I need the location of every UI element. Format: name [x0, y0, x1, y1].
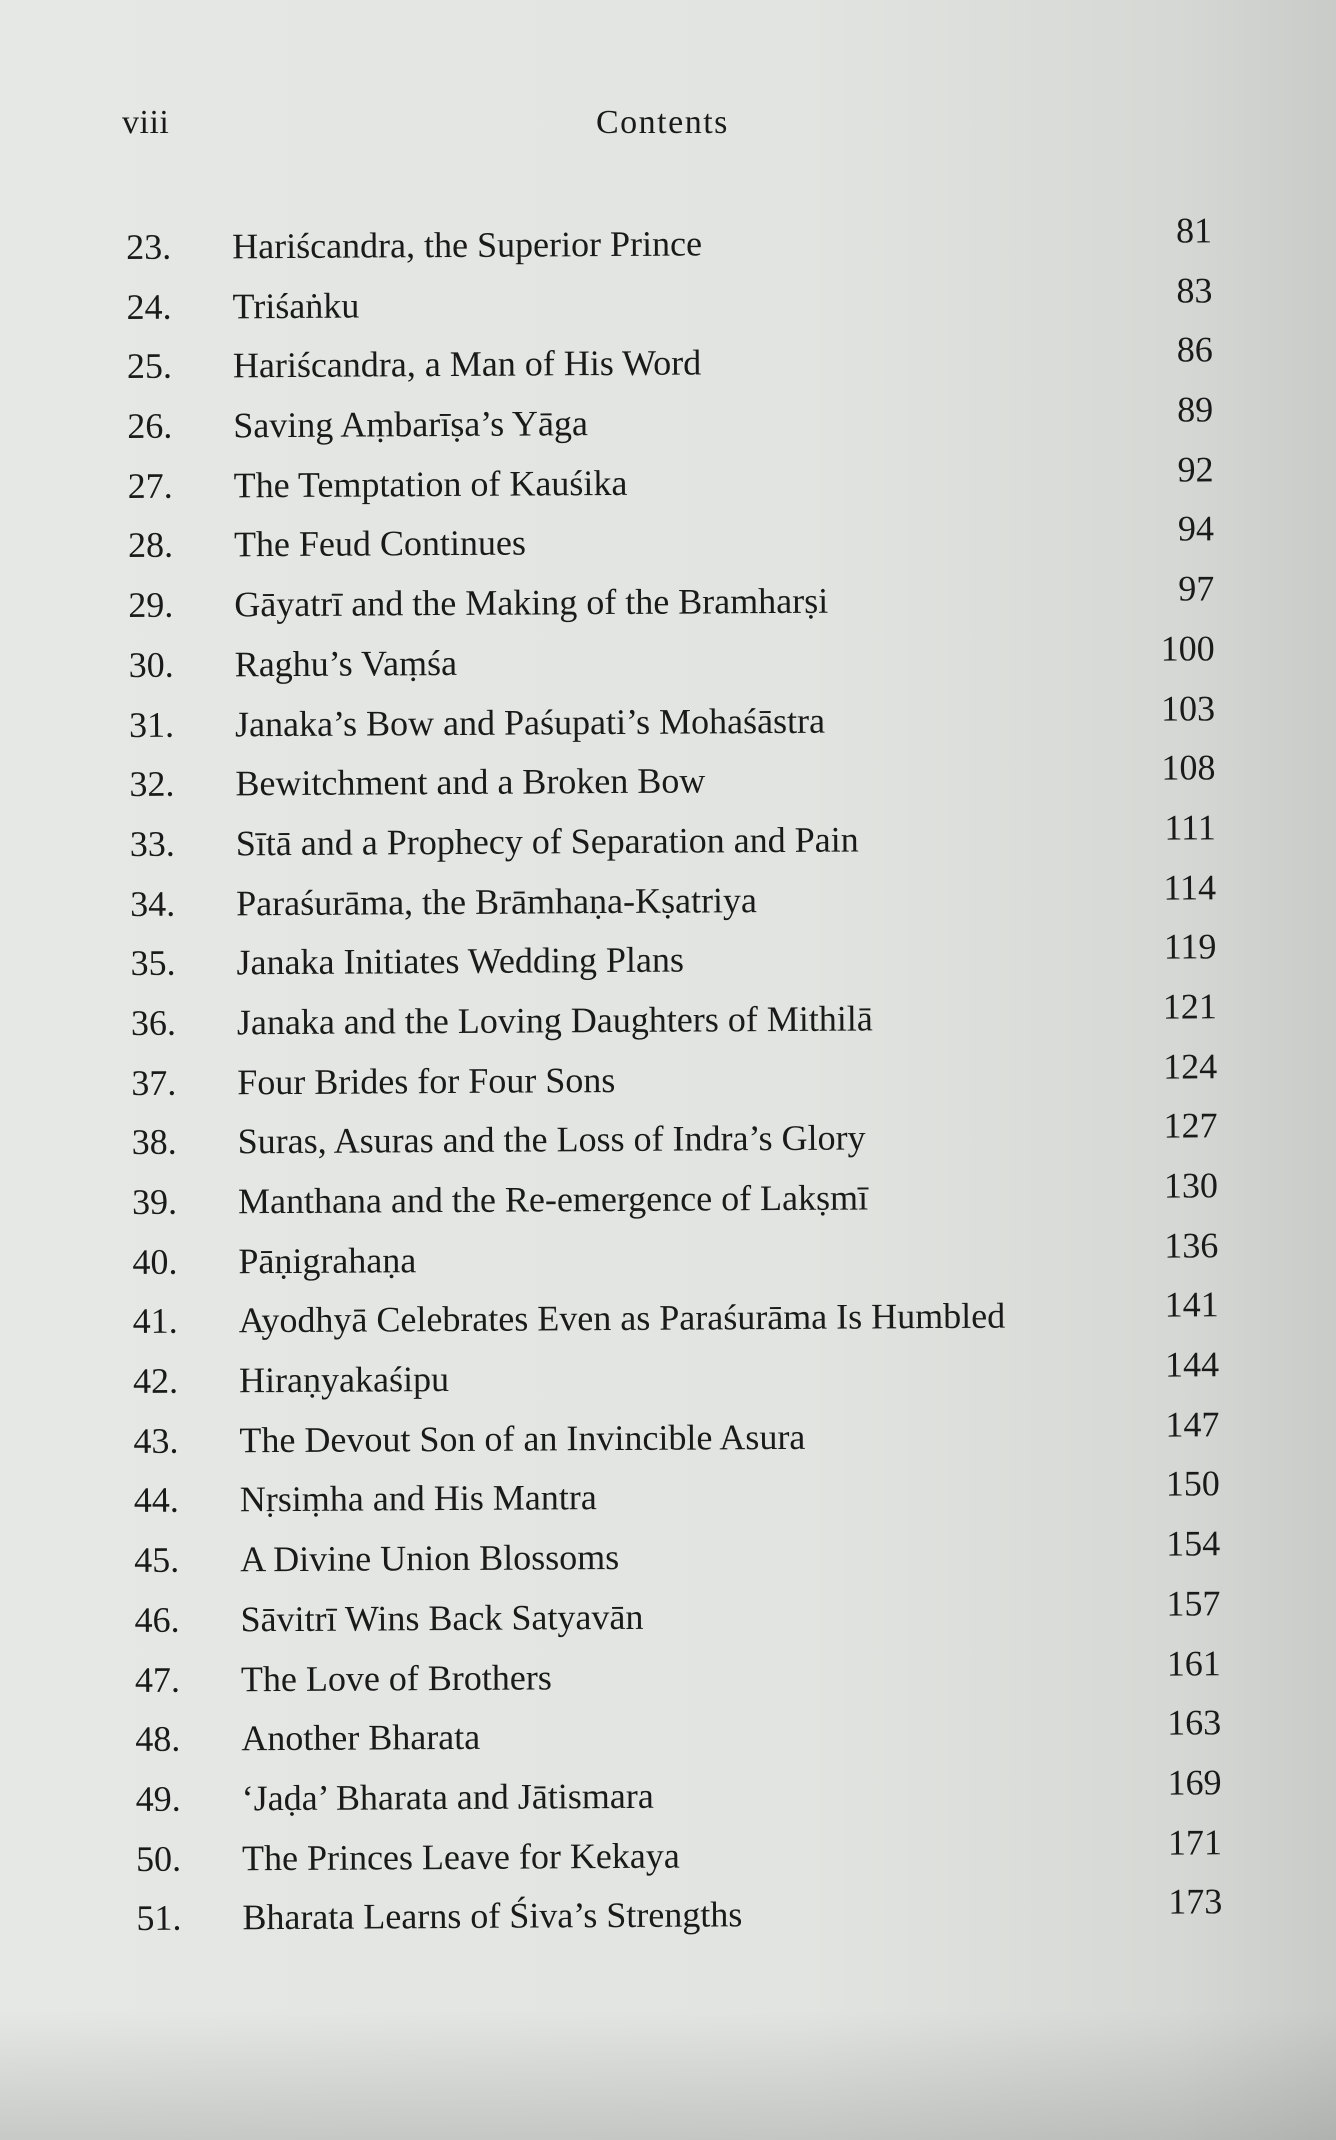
toc-entry: [124, 569, 1234, 635]
chapter-number: 34.: [130, 883, 176, 924]
chapter-page-number: 108: [1161, 747, 1216, 788]
chapter-number: 29.: [128, 584, 174, 626]
chapter-title: ‘Jaḍa’ Bharata and Jātismara: [241, 1775, 654, 1819]
chapter-title: The Love of Brothers: [240, 1656, 552, 1699]
toc-entry: [125, 689, 1235, 755]
toc-entry: [129, 1345, 1239, 1411]
chapter-title: Ayodhyā Celebrates Even as Paraśurāma Is Humbled: [238, 1296, 1006, 1341]
chapter-title: Janaka’s Bow and Paśupati’s Mohaśāstra: [234, 700, 826, 744]
chapter-page-number: 130: [1163, 1165, 1219, 1206]
chapter-number: 49.: [135, 1778, 181, 1819]
chapter-page-number: 169: [1167, 1762, 1222, 1803]
toc-entry: [126, 927, 1236, 993]
chapter-page-number: 86: [1176, 329, 1213, 370]
toc-entry: [130, 1584, 1240, 1650]
chapter-title: Bharata Learns of Śiva’s Strengths: [242, 1894, 743, 1938]
toc-entry: [131, 1763, 1241, 1829]
toc-entry: [123, 390, 1233, 456]
chapter-number: 48.: [135, 1718, 181, 1760]
chapter-page-number: 150: [1165, 1463, 1220, 1505]
chapter-page-number: 94: [1177, 508, 1215, 549]
chapter-title: Raghu’s Vaṃśa: [234, 642, 458, 685]
toc-entry: [127, 1107, 1237, 1173]
chapter-number: 44.: [133, 1480, 179, 1521]
running-head: Contents: [596, 104, 729, 141]
chapter-title: Janaka and the Loving Daughters of Mithilā: [236, 998, 873, 1043]
chapter-number: 38.: [131, 1121, 177, 1163]
chapter-title: Gāyatrī and the Making of the Bramharṣi: [234, 580, 829, 625]
chapter-page-number: 97: [1178, 568, 1215, 609]
chapter-number: 41.: [132, 1301, 178, 1342]
chapter-title: Pāṇigrahaṇa: [238, 1239, 417, 1281]
chapter-page-number: 157: [1166, 1583, 1221, 1624]
chapter-page-number: 103: [1160, 687, 1216, 729]
chapter-title: Paraśurāma, the Brāmhaṇa-Kṣatriya: [236, 879, 758, 923]
chapter-title: The Princes Leave for Kekaya: [241, 1835, 680, 1878]
toc-entry: [123, 450, 1233, 516]
toc-entry: [126, 808, 1236, 874]
chapter-number: 36.: [130, 1002, 177, 1043]
chapter-page-number: 127: [1163, 1105, 1218, 1146]
chapter-page-number: 124: [1163, 1045, 1218, 1087]
toc-entry: [124, 510, 1234, 576]
chapter-number: 31.: [128, 704, 175, 745]
toc-entry: [130, 1524, 1240, 1590]
chapter-page-number: 147: [1165, 1404, 1220, 1445]
chapter-page-number: 92: [1177, 449, 1214, 490]
chapter-title: A Divine Union Blossoms: [240, 1537, 620, 1580]
chapter-number: 28.: [127, 525, 174, 566]
toc-entry: [122, 211, 1232, 277]
toc-entry: [132, 1882, 1242, 1948]
chapter-title: The Feud Continues: [233, 522, 527, 565]
chapter-title: Bewitchment and a Broken Bow: [235, 760, 706, 804]
chapter-number: 30.: [128, 644, 174, 685]
toc-entry: [123, 331, 1233, 397]
chapter-title: Triśaṅku: [232, 285, 360, 327]
chapter-page-number: 121: [1162, 986, 1217, 1027]
chapter-page-number: 83: [1176, 270, 1213, 311]
toc-entry: [131, 1644, 1241, 1710]
chapter-title: Hariścandra, a Man of His Word: [232, 342, 702, 386]
chapter-title: Manthana and the Re-emergence of Lakṣmī: [237, 1177, 869, 1222]
toc-entry: [132, 1823, 1242, 1889]
chapter-page-number: 163: [1167, 1702, 1222, 1743]
toc-entry: [125, 748, 1235, 814]
chapter-page-number: 136: [1164, 1225, 1219, 1266]
chapter-title: Sītā and a Prophecy of Separation and Pain: [235, 819, 859, 864]
chapter-title: Another Bharata: [241, 1717, 481, 1759]
toc-entry: [125, 629, 1235, 695]
chapter-page-number: 141: [1164, 1284, 1219, 1326]
chapter-title: Saving Aṃbarīṣa’s Yāga: [233, 403, 588, 446]
toc-entry: [128, 1226, 1238, 1292]
chapter-page-number: 81: [1175, 210, 1213, 251]
chapter-page-number: 173: [1168, 1881, 1223, 1922]
toc-entry: [127, 987, 1237, 1053]
chapter-title: Hiraṇyakaśipu: [238, 1359, 450, 1401]
chapter-title: Janaka Initiates Wedding Plans: [236, 939, 685, 983]
toc-entry: [128, 1166, 1238, 1232]
toc-entry: [129, 1405, 1239, 1471]
chapter-page-number: 144: [1164, 1344, 1220, 1385]
chapter-number: 43.: [133, 1420, 179, 1461]
chapter-page-number: 89: [1177, 389, 1214, 430]
chapter-number: 35.: [130, 942, 176, 984]
chapter-number: 27.: [127, 465, 173, 506]
chapter-page-number: 119: [1163, 926, 1217, 967]
chapter-number: 51.: [136, 1897, 182, 1939]
chapter-number: 40.: [132, 1241, 178, 1282]
toc-entry: [127, 1047, 1237, 1113]
toc-entry: [131, 1703, 1241, 1769]
chapter-page-number: 100: [1160, 628, 1215, 669]
toc-entry: [122, 271, 1232, 337]
chapter-page-number: 171: [1167, 1821, 1223, 1863]
chapter-title: Sāvitrī Wins Back Satyavān: [240, 1596, 644, 1640]
chapter-title: The Devout Son of an Invincible Asura: [239, 1416, 806, 1461]
chapter-number: 47.: [134, 1659, 181, 1700]
chapter-title: The Temptation of Kauśika: [233, 462, 628, 506]
chapter-page-number: 154: [1165, 1523, 1221, 1564]
chapter-number: 33.: [129, 823, 175, 864]
chapter-number: 23.: [126, 226, 172, 267]
chapter-number: 26.: [127, 405, 173, 447]
chapter-number: 37.: [131, 1062, 177, 1103]
chapter-page-number: 114: [1163, 866, 1217, 908]
chapter-number: 25.: [126, 346, 173, 387]
chapter-title: Hariścandra, the Superior Prince: [232, 223, 703, 267]
toc-entry: [129, 1286, 1239, 1352]
chapter-title: Nṛsiṃha and His Mantra: [239, 1477, 597, 1520]
chapter-number: 39.: [131, 1181, 178, 1222]
chapter-number: 46.: [134, 1599, 180, 1640]
toc-entry: [126, 868, 1236, 934]
chapter-title: Four Brides for Four Sons: [237, 1059, 616, 1102]
chapter-number: 45.: [134, 1539, 180, 1581]
table-of-contents: [122, 211, 1243, 1949]
chapter-page-number: 161: [1166, 1642, 1221, 1684]
toc-entry: [130, 1465, 1240, 1531]
chapter-number: 32.: [129, 763, 175, 805]
chapter-number: 42.: [132, 1360, 179, 1402]
chapter-number: 24.: [126, 286, 172, 327]
chapter-number: 50.: [135, 1838, 182, 1879]
chapter-page-number: 111: [1164, 807, 1216, 848]
chapter-title: Suras, Asuras and the Loss of Indra’s Glory: [237, 1117, 866, 1162]
page-number: viii: [122, 104, 170, 141]
